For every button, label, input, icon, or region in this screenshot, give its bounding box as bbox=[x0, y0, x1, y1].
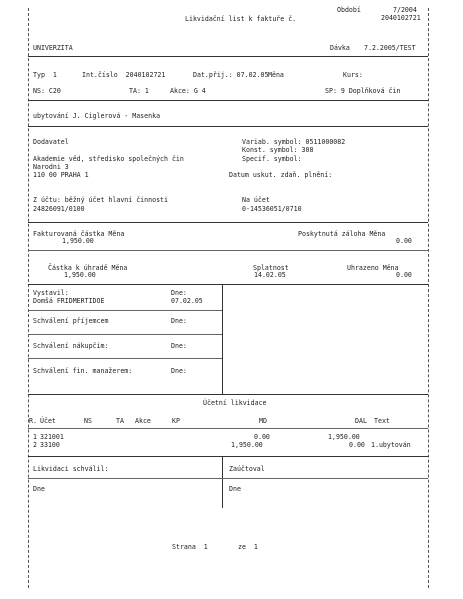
ledger-title: Účetní likvidace bbox=[203, 399, 267, 407]
manazer-label: Schválení fin. manažerem: bbox=[33, 367, 133, 375]
dne2-label: Dne: bbox=[171, 317, 187, 325]
vystavil-label: Vystavil: bbox=[33, 289, 69, 297]
dne4-label: Dne: bbox=[171, 367, 187, 375]
page-number: Strana 1 bbox=[172, 543, 208, 551]
approval-line-2 bbox=[28, 334, 222, 335]
sp: SP: 9 Doplňková čin bbox=[325, 87, 401, 95]
davka-label: Dávka bbox=[330, 44, 350, 52]
fakt-value: 1,950.00 bbox=[62, 237, 94, 245]
invoice-number: 2040102721 bbox=[381, 14, 421, 22]
int-cislo: Int.číslo 2040102721 bbox=[82, 71, 166, 79]
na-ucet-value: 0-14536051/0710 bbox=[242, 205, 302, 213]
supplier-street: Narodni 3 bbox=[33, 163, 69, 171]
ledger-header-kp: KP bbox=[172, 417, 180, 425]
mena: Měna bbox=[268, 71, 284, 79]
ledger-row-1-dal: 1,950.00 bbox=[328, 433, 360, 441]
datum-uskut: Datum uskut. zdaň. plnění: bbox=[229, 171, 333, 179]
uhrazeno-value: 0.00 bbox=[396, 271, 412, 279]
supplier-divider bbox=[28, 222, 428, 223]
ledger-header-akce: Akce bbox=[135, 417, 151, 425]
z-uctu-label: Z účtu: běžný účet hlavní činnosti bbox=[33, 196, 168, 204]
ledger-header-ucet: Účet bbox=[40, 417, 56, 425]
obdobi-label: Období bbox=[337, 6, 361, 14]
zauctoval-label: Zaúčtoval bbox=[229, 465, 265, 473]
left-border bbox=[28, 8, 29, 588]
uhrazeno-label: Uhrazeno Měna bbox=[347, 264, 399, 272]
footer-line bbox=[28, 478, 428, 479]
ledger-row-1-r: 1 bbox=[33, 433, 37, 441]
obdobi-value: 7/2004 bbox=[393, 6, 417, 14]
fakt-label: Fakturovaná částka Měna bbox=[33, 230, 125, 238]
ledger-row-1-ucet: 321001 bbox=[40, 433, 64, 441]
uhrade-value: 1,950.00 bbox=[64, 271, 96, 279]
ledger-row-2-md: 1,950.00 bbox=[231, 441, 263, 449]
ledger-header-r: R. bbox=[29, 417, 37, 425]
ledger-row-2-dal: 0.00 bbox=[349, 441, 365, 449]
amounts-divider-1 bbox=[28, 250, 428, 251]
spec-symbol: Specif. symbol: bbox=[242, 155, 302, 163]
document-title: Likvidační list k faktuře č. bbox=[185, 15, 297, 23]
ledger-bottom bbox=[28, 456, 428, 457]
dne-right: Dne bbox=[229, 485, 241, 493]
dat-prij: Dat.přij.: 07.02.05 bbox=[193, 71, 269, 79]
kurs: Kurs: bbox=[343, 71, 363, 79]
right-border bbox=[428, 8, 429, 588]
zaloha-value: 0.00 bbox=[396, 237, 412, 245]
approvals-bottom bbox=[28, 394, 428, 395]
ledger-header-text: Text bbox=[374, 417, 390, 425]
ta: TA: 1 bbox=[129, 87, 149, 95]
approval-line-3 bbox=[28, 358, 222, 359]
ledger-header-ns: NS bbox=[84, 417, 92, 425]
ledger-row-2-text: 1.ubytován bbox=[371, 441, 411, 449]
nakup-label: Schválení nákupčím: bbox=[33, 342, 109, 350]
header-divider bbox=[28, 56, 428, 57]
dne-left: Dne bbox=[33, 485, 45, 493]
ns: NS: C20 bbox=[33, 87, 61, 95]
university-name: UNIVERZITA bbox=[33, 44, 73, 52]
konst-symbol: Konst. symbol: 308 bbox=[242, 146, 314, 154]
splatnost-label: Splatnost bbox=[253, 264, 289, 272]
vystavil-value: Domšá FRIDMERTIDOE bbox=[33, 297, 105, 305]
ledger-row-1-md: 0.00 bbox=[254, 433, 270, 441]
approval-line-1 bbox=[28, 310, 222, 311]
amounts-divider-2 bbox=[28, 284, 428, 285]
subject-divider bbox=[28, 126, 428, 127]
prijemce-label: Schválení příjemcem bbox=[33, 317, 109, 325]
supplier-name: Akademie věd, středisko společných čin bbox=[33, 155, 184, 163]
zaloha-label: Poskytnutá záloha Měna bbox=[298, 230, 386, 238]
supplier-label: Dodavatel bbox=[33, 138, 69, 146]
z-uctu-value: 24826091/0100 bbox=[33, 205, 85, 213]
dne1-label: Dne: bbox=[171, 289, 187, 297]
ledger-header-ta: TA bbox=[116, 417, 124, 425]
splatnost-value: 14.02.05 bbox=[254, 271, 286, 279]
ledger-header-line bbox=[28, 428, 428, 429]
akce: Akce: G 4 bbox=[170, 87, 206, 95]
supplier-city: 110 00 PRAHA 1 bbox=[33, 171, 89, 179]
dne1-value: 07.02.05 bbox=[171, 297, 203, 305]
page-total: ze 1 bbox=[238, 543, 258, 551]
info-divider bbox=[28, 100, 428, 101]
approvals-vertical-line bbox=[222, 284, 223, 394]
typ: Typ 1 bbox=[33, 71, 57, 79]
likvidaci-label: Likvidaci schválil: bbox=[33, 465, 109, 473]
ledger-header-md: MD bbox=[259, 417, 267, 425]
na-ucet-label: Na účet bbox=[242, 196, 270, 204]
dne3-label: Dne: bbox=[171, 342, 187, 350]
ledger-row-2-ucet: 33100 bbox=[40, 441, 60, 449]
subject: ubytování J. Ciglerová - Masenka bbox=[33, 112, 161, 120]
davka-value: 7.2.2005/TEST bbox=[364, 44, 416, 52]
uhrade-label: Částka k úhradě Měna bbox=[48, 264, 128, 272]
var-symbol: Variab. symbol: 0511000082 bbox=[242, 138, 346, 146]
footer-vertical-line bbox=[222, 456, 223, 508]
ledger-header-dal: DAL bbox=[355, 417, 367, 425]
ledger-row-2-r: 2 bbox=[33, 441, 37, 449]
